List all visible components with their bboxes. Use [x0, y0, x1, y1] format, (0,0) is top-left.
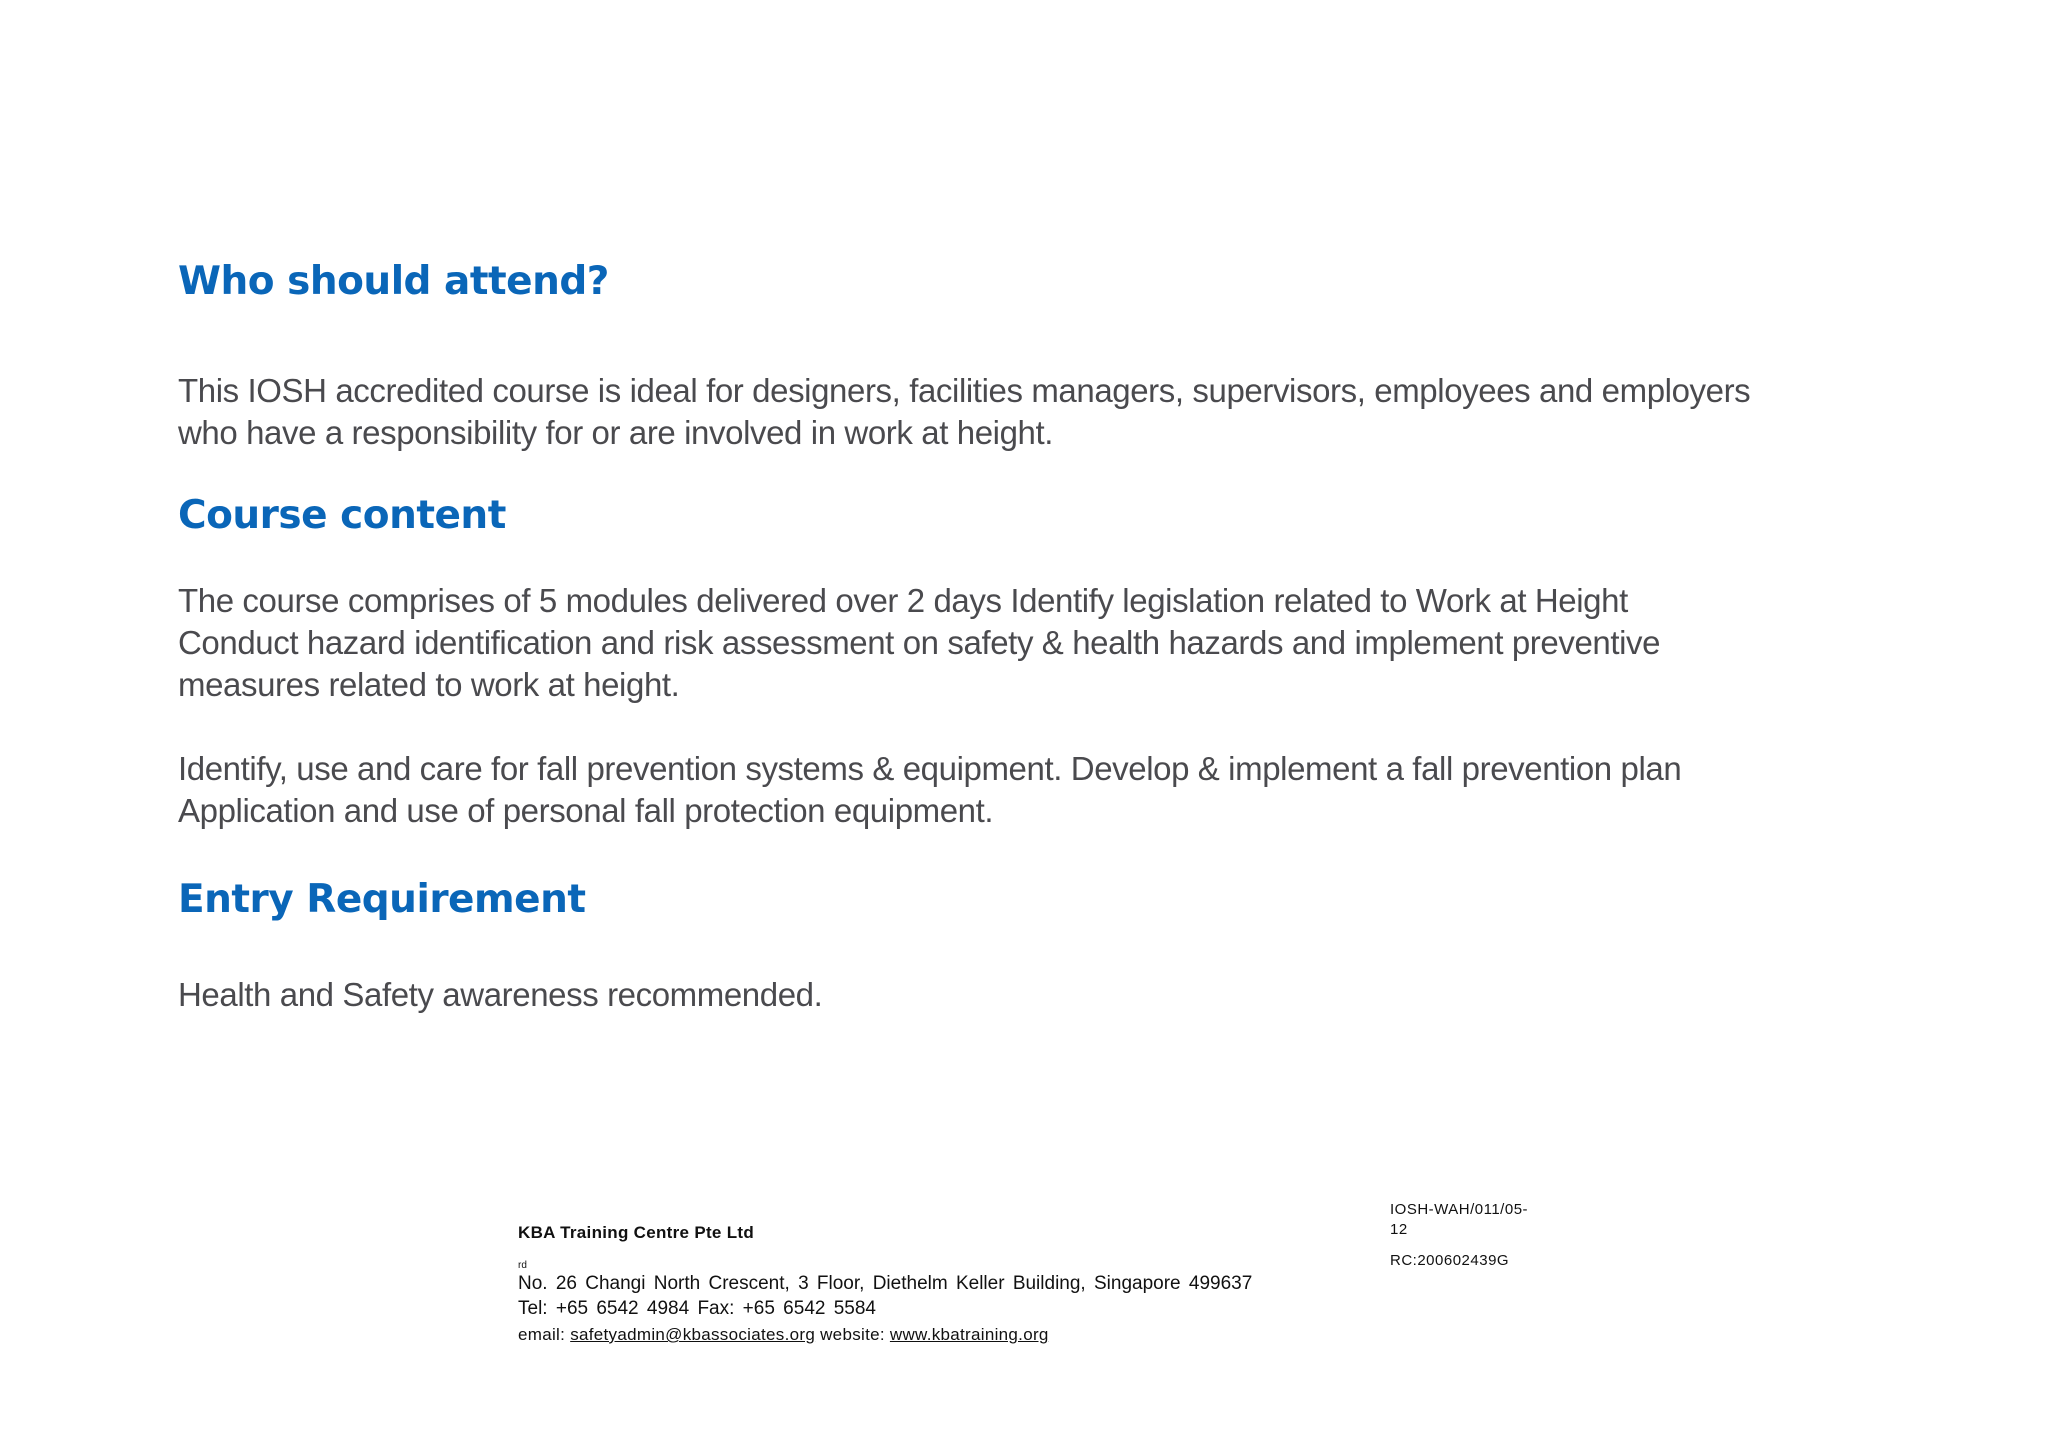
footer-registration-number: RC:200602439G: [1390, 1252, 1510, 1269]
footer-address: No. 26 Changi North Crescent, 3 Floor, Diethelm Keller Building, Singapore 499637: [518, 1273, 1253, 1294]
entry-requirement-text: [178, 974, 822, 1016]
who-line-2: who have a responsibility for or are involved in work at height.: [178, 414, 1054, 451]
course-p2-line-1: Identify, use and care for fall prevention systems & equipment. Develop & implement a fall prevention plan: [178, 750, 1682, 787]
footer-email-label: email:: [518, 1325, 566, 1344]
footer-ref-line-2: 12: [1390, 1221, 1408, 1238]
course-content-heading: Course content: [178, 493, 506, 538]
who-line-1: This IOSH accredited course is ideal for designers, facilities managers, supervisors, employees and employers: [178, 372, 1751, 409]
footer-website-label: website:: [820, 1325, 885, 1344]
course-content-paragraph-2: [178, 748, 1681, 832]
footer-tel-fax: Tel: +65 6542 4984 Fax: +65 6542 5584: [518, 1298, 876, 1319]
who-should-attend-text: [178, 370, 1750, 454]
course-p1-line-1: The course comprises of 5 modules delivered over 2 days Identify legislation related to Work at Height: [178, 582, 1628, 619]
footer-company-name: KBA Training Centre Pte Ltd: [518, 1223, 755, 1242]
course-content-paragraph-1: [178, 580, 1660, 706]
entry-requirement-heading: Entry Requirement: [178, 877, 586, 922]
entry-line-1: Health and Safety awareness recommended.: [178, 976, 823, 1013]
footer-ref-line-1: IOSH-WAH/011/05-: [1390, 1201, 1529, 1218]
course-p2-line-2: Application and use of personal fall protection equipment.: [178, 792, 994, 829]
course-p1-line-2: Conduct hazard identification and risk assessment on safety & health hazards and implement preventive: [178, 624, 1661, 661]
footer-document-ref: [1390, 1200, 1528, 1240]
footer-website-link[interactable]: www.kbatraining.org: [889, 1325, 1049, 1344]
who-should-attend-heading: Who should attend?: [178, 259, 609, 304]
course-p1-line-3: measures related to work at height.: [178, 666, 680, 703]
footer-contact: [518, 1325, 1049, 1345]
footer-superscript: rd: [518, 1260, 527, 1271]
footer-email-link[interactable]: safetyadmin@kbassociates.org: [570, 1325, 816, 1344]
